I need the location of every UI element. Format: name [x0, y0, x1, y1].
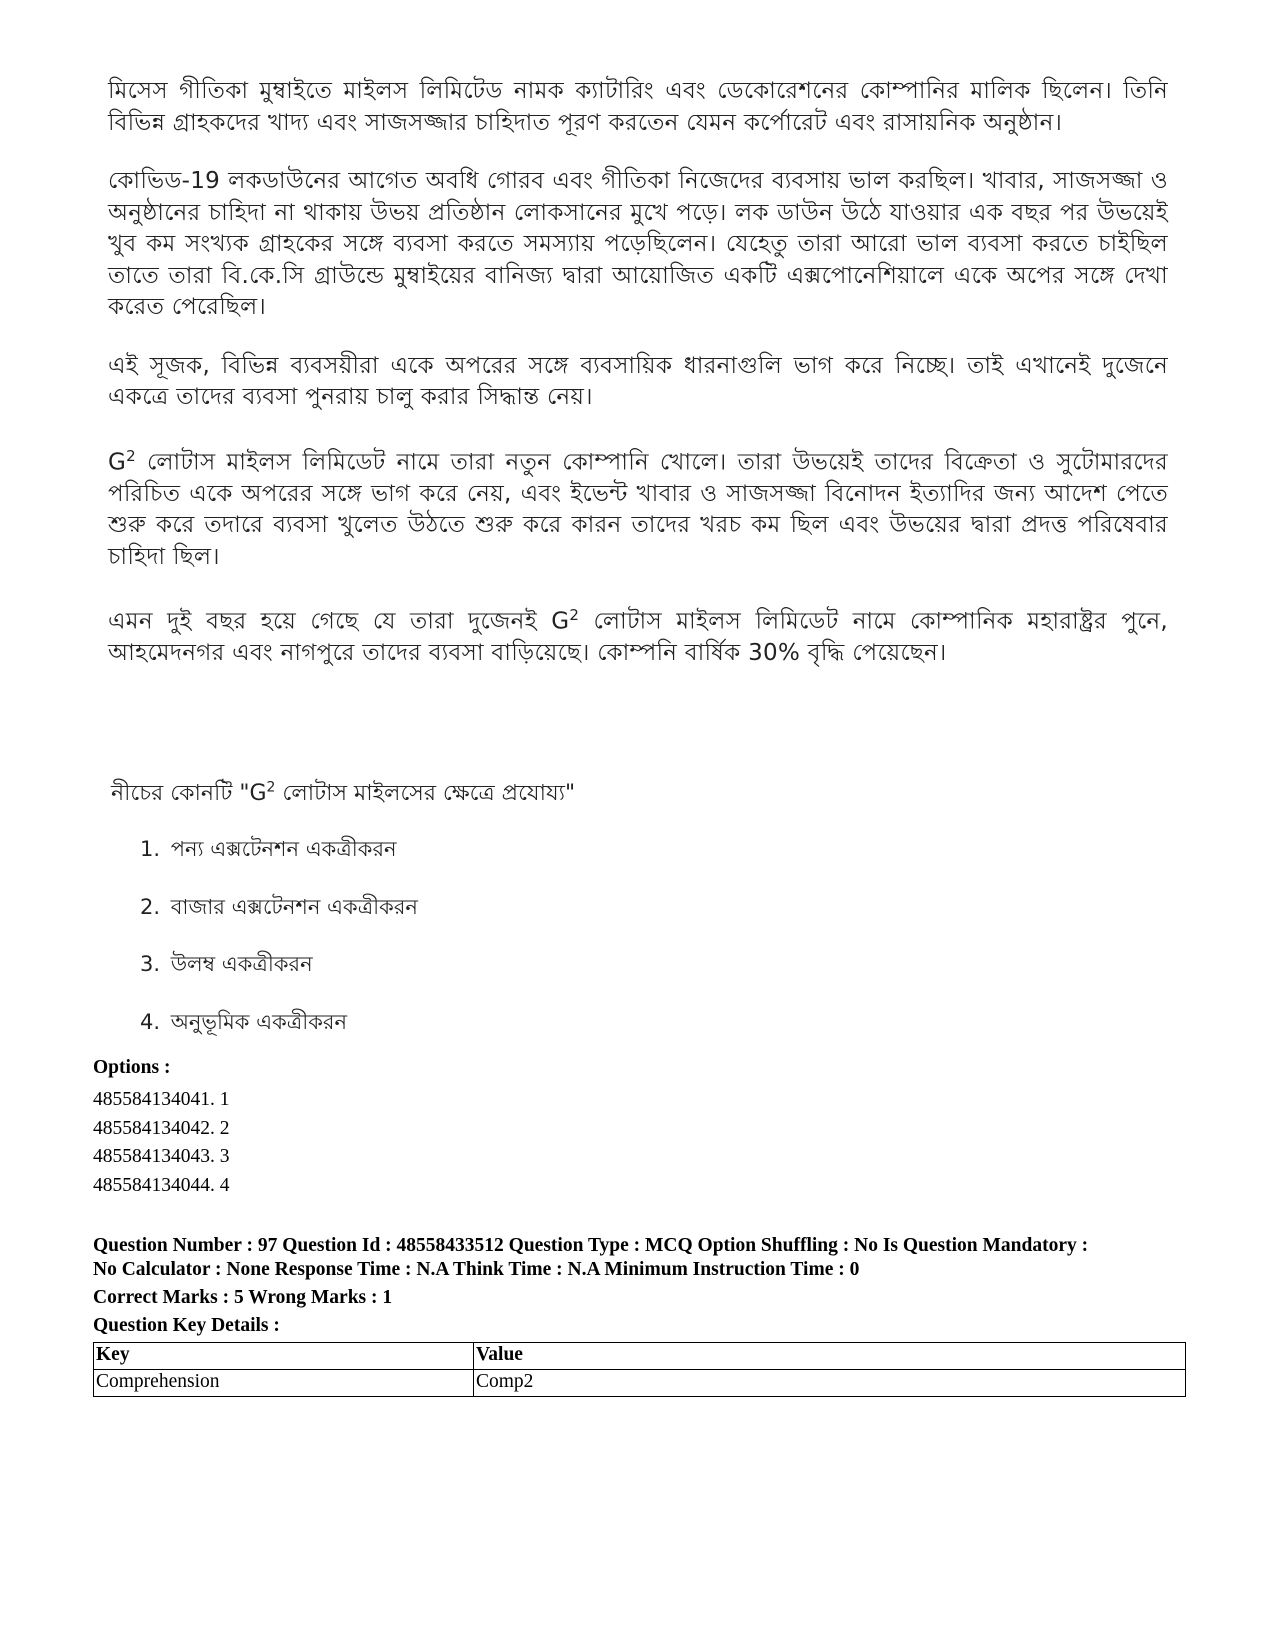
- g-letter: G: [108, 449, 127, 476]
- passage-paragraph-4: [108, 441, 1168, 574]
- options-list: [93, 1086, 230, 1200]
- question-post: লোটাস মাইলসের ক্ষেত্রে প্রযোয্য": [275, 781, 576, 806]
- choice-number: 1.: [140, 837, 161, 861]
- choice-text: উলম্ব একত্রীকরন: [170, 952, 313, 976]
- passage-paragraph-1: মিসেস গীতিকা মুম্বাইতে মাইলস লিমিটেড নামক ক্যাটারিং এবং ডেকোরেশনের কোম্পানির মালিক ছিলেন। তিনি বিভিন্ন গ্রাহকদের খাদ্য এবং সাজসজ্জার চাহিদাত পূরণ করতেন যেমন কর্পোরেট এবং রাসায়নিক অনুষ্ঠান।: [108, 78, 1168, 136]
- question-info: [93, 1234, 1183, 1338]
- passage: [108, 76, 1168, 697]
- paragraph-text-a: এমন দুই বছর হয়ে গেছে যে তারা দুজেনই G: [108, 608, 570, 635]
- choice-list: [140, 833, 418, 1063]
- question-info-line-2: No Calculator : None Response Time : N.A Think Time : N.A Minimum Instruction Time : 0: [93, 1259, 860, 1280]
- table-header-row: [94, 1343, 1186, 1370]
- question-info-line-1: Question Number : 97 Question Id : 48558433512 Question Type : MCQ Option Shuffling : No Is Question Mandatory :: [93, 1235, 1089, 1256]
- choice-text: পন্য এক্সটেনশন একত্রীকরন: [170, 837, 397, 861]
- paragraph-text-b: লোটাস মাইলস লিমিডেট নামে কোম্পানিক মহারাষ্ট্রর পুনে, আহমেদনগর এবং নাগপুরে তাদের ব্যবসা বাড়িয়েছে। কোম্পনি বার্ষিক 30% বৃদ্ধি পেয়েছেন।: [108, 608, 1168, 667]
- passage-paragraph-3: এই সূজক, বিভিন্ন ব্যবসয়ীরা একে অপরের সঙ্গে ব্যবসায়িক ধারনাগুলি ভাগ করে নিচ্ছে। তাই এখানেই দুজেনে একত্রে তাদের ব্যবসা পুনরায় চালু করার সিদ্ধান্ত নেয়।: [108, 352, 1168, 410]
- choice-number: 4.: [140, 1009, 161, 1034]
- question-text: [111, 776, 575, 813]
- cell-key: Comprehension: [94, 1370, 474, 1397]
- choice-item: [140, 833, 418, 891]
- paragraph-text: লোটাস মাইলস লিমিডেট নামে তারা নতুন কোম্পানি খোলে। তারা উভয়েই তাদের বিক্রেতা ও সুটোমারদের পরিচিত একে অপরের সঙ্গে ভাগ করে নেয়, এবং ইভেন্ট খাবার ও সাজসজ্জা বিনোদন ইত্যাদির জন্য আদেশ পেতে শুরু করে তদারে ব্যবসা খুলেত উঠতে শুরু করে কারন তাদের খরচ কম ছিল এবং উভয়ের দ্বারা প্রদত্ত পরিষেবার চাহিদা ছিল।: [108, 449, 1168, 570]
- choice-item: [140, 948, 418, 1006]
- choice-number: 3.: [140, 952, 161, 976]
- header-value: Value: [474, 1343, 1186, 1370]
- choice-text: বাজার এক্সটেনশন একত্রীকরন: [170, 894, 418, 919]
- table-row: [94, 1370, 1186, 1397]
- option-item: 485584134043. 3: [93, 1146, 230, 1167]
- header-key: Key: [94, 1343, 474, 1370]
- passage-paragraph-2: কোভিড-19 লকডাউনের আগেত অবধি গোরব এবং গীতিকা নিজেদের ব্যবসায় ভাল করছিল। খাবার, সাজসজ্জা ও অনুষ্ঠানের চাহিদা না থাকায় উভয় প্রতিষ্ঠান লোকসানের মুখে পড়ে। লক ডাউন উঠে যাওয়ার এক বছর পর উভয়েই খুব কম সংখ্যক গ্রাহকের সঙ্গে ব্যবসা করতে সমস্যায় পড়েছিলেন। যেহেতু তারা আরো ভাল ব্যবসা করতে চাইছিল তাতে তারা বি.কে.সি গ্রাউন্ডে মুম্বাইয়ের বানিজ্য দ্বারা আয়োজিত একটি এক্সপোনেশিয়ালে একে অপের সঙ্গে দেখা করেত পেরেছিল।: [108, 168, 1168, 320]
- marks-line: Correct Marks : 5 Wrong Marks : 1: [93, 1287, 393, 1308]
- option-item: 485584134041. 1: [93, 1089, 230, 1110]
- question-pre: নীচের কোনটি "G: [111, 781, 267, 806]
- choice-number: 2.: [140, 894, 161, 919]
- choice-item: [140, 891, 418, 949]
- question-sup: 2: [266, 779, 276, 796]
- superscript: 2: [569, 606, 580, 625]
- choice-item: [140, 1006, 418, 1064]
- choice-text: অনুভূমিক একত্রীকরন: [170, 1009, 347, 1034]
- superscript: 2: [126, 446, 136, 465]
- key-details-heading: Question Key Details :: [93, 1315, 280, 1336]
- key-table: [93, 1342, 1186, 1397]
- option-item: 485584134042. 2: [93, 1117, 230, 1139]
- cell-value: Comp2: [474, 1370, 1186, 1397]
- passage-paragraph-5: [108, 600, 1168, 670]
- option-item: 485584134044. 4: [93, 1174, 230, 1196]
- options-heading: Options :: [93, 1057, 171, 1078]
